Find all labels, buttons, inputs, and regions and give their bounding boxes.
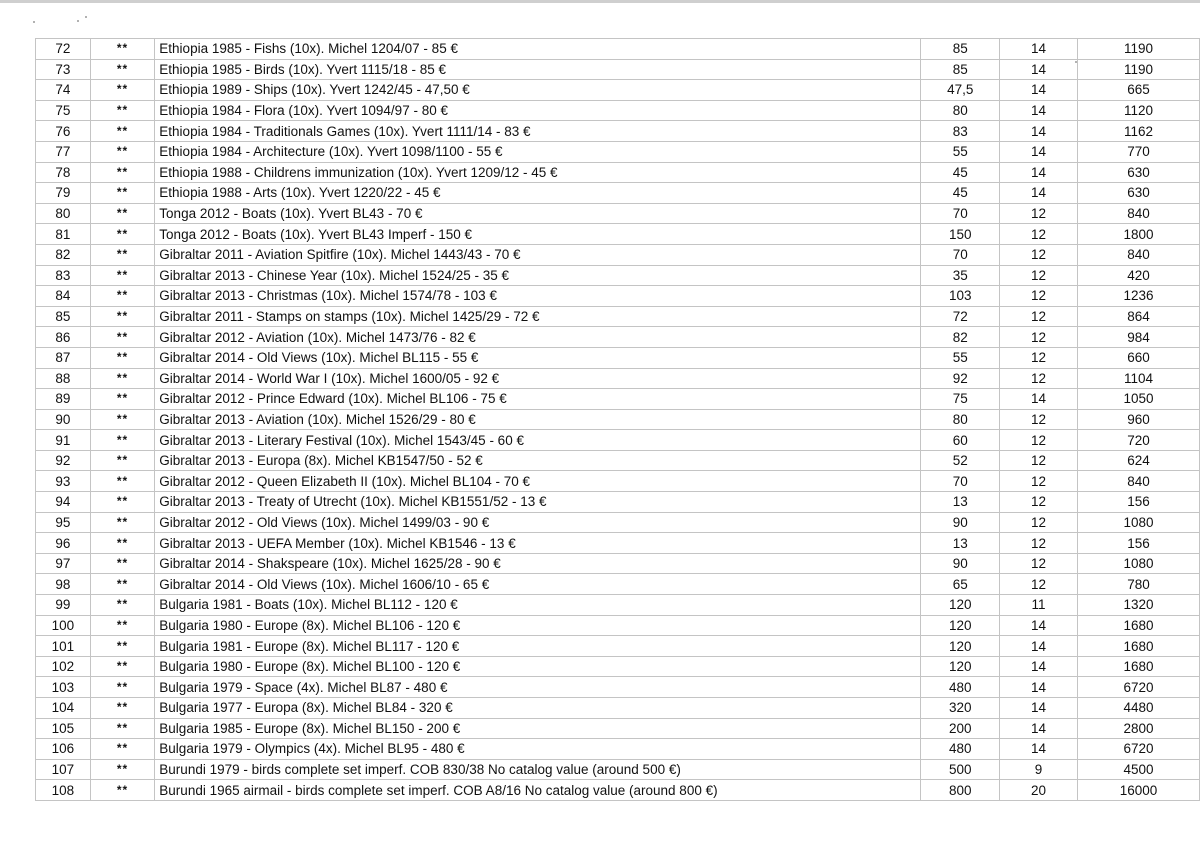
condition-mark: **: [90, 615, 155, 636]
table-row: [36, 80, 1200, 101]
lot-number: 97: [36, 553, 91, 574]
condition-mark: **: [90, 183, 155, 204]
lot-description: Gibraltar 2014 - Old Views (10x). Michel 1606/10 - 65 €: [155, 574, 921, 595]
lot-number: 77: [36, 141, 91, 162]
unit-price: 70: [921, 203, 1000, 224]
lot-number: 78: [36, 162, 91, 183]
lot-description: Gibraltar 2013 - Europa (8x). Michel KB1547/50 - 52 €: [155, 450, 921, 471]
table-row: [36, 183, 1200, 204]
total-value: 630: [1078, 162, 1200, 183]
quantity: 14: [1000, 656, 1078, 677]
unit-price: 60: [921, 430, 1000, 451]
total-value: 1080: [1078, 553, 1200, 574]
lot-number: 79: [36, 183, 91, 204]
unit-price: 55: [921, 141, 1000, 162]
lot-description: Gibraltar 2013 - Chinese Year (10x). Michel 1524/25 - 35 €: [155, 265, 921, 286]
table-row: [36, 389, 1200, 410]
lot-number: 83: [36, 265, 91, 286]
unit-price: 35: [921, 265, 1000, 286]
unit-price: 75: [921, 389, 1000, 410]
total-value: 1162: [1078, 121, 1200, 142]
total-value: 1800: [1078, 224, 1200, 245]
lot-number: 88: [36, 368, 91, 389]
total-value: 780: [1078, 574, 1200, 595]
unit-price: 52: [921, 450, 1000, 471]
unit-price: 120: [921, 636, 1000, 657]
condition-mark: **: [90, 739, 155, 760]
lot-number: 91: [36, 430, 91, 451]
unit-price: 85: [921, 59, 1000, 80]
lot-number: 92: [36, 450, 91, 471]
table-row: [36, 100, 1200, 121]
quantity: 12: [1000, 306, 1078, 327]
unit-price: 45: [921, 183, 1000, 204]
quantity: 12: [1000, 492, 1078, 513]
unit-price: 92: [921, 368, 1000, 389]
lot-number: 108: [36, 780, 91, 801]
lot-number: 96: [36, 533, 91, 554]
condition-mark: **: [90, 718, 155, 739]
total-value: 4500: [1078, 759, 1200, 780]
total-value: 156: [1078, 492, 1200, 513]
scan-top-border: [0, 0, 1200, 3]
table-row: [36, 162, 1200, 183]
table-row: [36, 512, 1200, 533]
quantity: 14: [1000, 121, 1078, 142]
condition-mark: **: [90, 780, 155, 801]
unit-price: 90: [921, 553, 1000, 574]
total-value: 6720: [1078, 677, 1200, 698]
unit-price: 65: [921, 574, 1000, 595]
table-row: [36, 656, 1200, 677]
lot-table: [35, 38, 1200, 801]
lot-number: 86: [36, 327, 91, 348]
quantity: 14: [1000, 141, 1078, 162]
condition-mark: **: [90, 533, 155, 554]
quantity: 12: [1000, 368, 1078, 389]
lot-number: 106: [36, 739, 91, 760]
quantity: 14: [1000, 39, 1078, 60]
condition-mark: **: [90, 512, 155, 533]
total-value: 840: [1078, 471, 1200, 492]
total-value: 1680: [1078, 615, 1200, 636]
table-row: [36, 553, 1200, 574]
condition-mark: **: [90, 595, 155, 616]
condition-mark: **: [90, 286, 155, 307]
lot-description: Ethiopia 1984 - Architecture (10x). Yvert 1098/1100 - 55 €: [155, 141, 921, 162]
table-row: [36, 39, 1200, 60]
condition-mark: **: [90, 121, 155, 142]
quantity: 12: [1000, 430, 1078, 451]
lot-description: Bulgaria 1980 - Europe (8x). Michel BL100 - 120 €: [155, 656, 921, 677]
condition-mark: **: [90, 759, 155, 780]
total-value: 420: [1078, 265, 1200, 286]
lot-number: 75: [36, 100, 91, 121]
condition-mark: **: [90, 409, 155, 430]
lot-description: Gibraltar 2012 - Prince Edward (10x). Michel BL106 - 75 €: [155, 389, 921, 410]
table-row: [36, 615, 1200, 636]
quantity: 12: [1000, 347, 1078, 368]
unit-price: 200: [921, 718, 1000, 739]
quantity: 12: [1000, 471, 1078, 492]
lot-description: Gibraltar 2011 - Aviation Spitfire (10x). Michel 1443/43 - 70 €: [155, 244, 921, 265]
table-row: [36, 471, 1200, 492]
total-value: 984: [1078, 327, 1200, 348]
unit-price: 120: [921, 615, 1000, 636]
quantity: 12: [1000, 224, 1078, 245]
lot-number: 72: [36, 39, 91, 60]
unit-price: 13: [921, 533, 1000, 554]
quantity: 14: [1000, 183, 1078, 204]
quantity: 12: [1000, 265, 1078, 286]
lot-description: Tonga 2012 - Boats (10x). Yvert BL43 Imperf - 150 €: [155, 224, 921, 245]
condition-mark: **: [90, 224, 155, 245]
condition-mark: **: [90, 347, 155, 368]
condition-mark: **: [90, 59, 155, 80]
quantity: 14: [1000, 636, 1078, 657]
lot-number: 81: [36, 224, 91, 245]
total-value: 770: [1078, 141, 1200, 162]
unit-price: 320: [921, 698, 1000, 719]
unit-price: 70: [921, 244, 1000, 265]
total-value: 16000: [1078, 780, 1200, 801]
lot-number: 87: [36, 347, 91, 368]
total-value: 1236: [1078, 286, 1200, 307]
lot-number: 85: [36, 306, 91, 327]
lot-description: Gibraltar 2014 - Shakspeare (10x). Michel 1625/28 - 90 €: [155, 553, 921, 574]
total-value: 4480: [1078, 698, 1200, 719]
total-value: 1050: [1078, 389, 1200, 410]
lot-description: Bulgaria 1979 - Space (4x). Michel BL87 - 480 €: [155, 677, 921, 698]
quantity: 12: [1000, 553, 1078, 574]
table-row: [36, 677, 1200, 698]
condition-mark: **: [90, 636, 155, 657]
lot-description: Ethiopia 1985 - Birds (10x). Yvert 1115/18 - 85 €: [155, 59, 921, 80]
table-row: [36, 347, 1200, 368]
lot-number: 93: [36, 471, 91, 492]
lot-number: 103: [36, 677, 91, 698]
table-row: [36, 492, 1200, 513]
table-row: [36, 739, 1200, 760]
unit-price: 72: [921, 306, 1000, 327]
condition-mark: **: [90, 244, 155, 265]
unit-price: 13: [921, 492, 1000, 513]
quantity: 14: [1000, 80, 1078, 101]
table-row: [36, 265, 1200, 286]
condition-mark: **: [90, 574, 155, 595]
table-row: [36, 224, 1200, 245]
unit-price: 103: [921, 286, 1000, 307]
unit-price: 120: [921, 656, 1000, 677]
condition-mark: **: [90, 368, 155, 389]
lot-number: 107: [36, 759, 91, 780]
unit-price: 500: [921, 759, 1000, 780]
lot-number: 102: [36, 656, 91, 677]
table-row: [36, 533, 1200, 554]
condition-mark: **: [90, 656, 155, 677]
lot-number: 82: [36, 244, 91, 265]
lot-description: Bulgaria 1977 - Europa (8x). Michel BL84 - 320 €: [155, 698, 921, 719]
unit-price: 45: [921, 162, 1000, 183]
quantity: 14: [1000, 677, 1078, 698]
lot-description: Gibraltar 2012 - Queen Elizabeth II (10x). Michel BL104 - 70 €: [155, 471, 921, 492]
lot-number: 99: [36, 595, 91, 616]
lot-description: Ethiopia 1984 - Flora (10x). Yvert 1094/97 - 80 €: [155, 100, 921, 121]
total-value: 1190: [1078, 59, 1200, 80]
quantity: 9: [1000, 759, 1078, 780]
lot-description: Gibraltar 2014 - World War I (10x). Michel 1600/05 - 92 €: [155, 368, 921, 389]
lot-description: Gibraltar 2012 - Old Views (10x). Michel 1499/03 - 90 €: [155, 512, 921, 533]
condition-mark: **: [90, 430, 155, 451]
table-row: [36, 450, 1200, 471]
lot-description: Gibraltar 2013 - Literary Festival (10x). Michel 1543/45 - 60 €: [155, 430, 921, 451]
table-row: [36, 121, 1200, 142]
table-row: [36, 306, 1200, 327]
table-row: [36, 203, 1200, 224]
lot-number: 76: [36, 121, 91, 142]
total-value: 1120: [1078, 100, 1200, 121]
unit-price: 82: [921, 327, 1000, 348]
table-row: [36, 327, 1200, 348]
table-row: [36, 141, 1200, 162]
total-value: 864: [1078, 306, 1200, 327]
unit-price: 480: [921, 677, 1000, 698]
quantity: 14: [1000, 100, 1078, 121]
condition-mark: **: [90, 265, 155, 286]
lot-description: Gibraltar 2013 - UEFA Member (10x). Michel KB1546 - 13 €: [155, 533, 921, 554]
lot-description: Ethiopia 1988 - Arts (10x). Yvert 1220/22 - 45 €: [155, 183, 921, 204]
table-row: [36, 574, 1200, 595]
lot-number: 94: [36, 492, 91, 513]
condition-mark: **: [90, 141, 155, 162]
table-row: [36, 244, 1200, 265]
unit-price: 120: [921, 595, 1000, 616]
lot-description: Gibraltar 2014 - Old Views (10x). Michel BL115 - 55 €: [155, 347, 921, 368]
lot-number: 90: [36, 409, 91, 430]
quantity: 12: [1000, 286, 1078, 307]
condition-mark: **: [90, 492, 155, 513]
table-row: [36, 636, 1200, 657]
unit-price: 150: [921, 224, 1000, 245]
lot-number: 84: [36, 286, 91, 307]
total-value: 156: [1078, 533, 1200, 554]
lot-number: 80: [36, 203, 91, 224]
lot-description: Gibraltar 2011 - Stamps on stamps (10x). Michel 1425/29 - 72 €: [155, 306, 921, 327]
condition-mark: **: [90, 100, 155, 121]
total-value: 1680: [1078, 636, 1200, 657]
condition-mark: **: [90, 306, 155, 327]
scan-speck: [77, 20, 79, 22]
condition-mark: **: [90, 39, 155, 60]
quantity: 12: [1000, 203, 1078, 224]
total-value: 665: [1078, 80, 1200, 101]
lot-number: 95: [36, 512, 91, 533]
quantity: 12: [1000, 533, 1078, 554]
total-value: 1680: [1078, 656, 1200, 677]
lot-number: 104: [36, 698, 91, 719]
quantity: 20: [1000, 780, 1078, 801]
lot-description: Bulgaria 1981 - Europe (8x). Michel BL117 - 120 €: [155, 636, 921, 657]
quantity: 14: [1000, 739, 1078, 760]
total-value: 6720: [1078, 739, 1200, 760]
quantity: 12: [1000, 244, 1078, 265]
condition-mark: **: [90, 80, 155, 101]
quantity: 12: [1000, 574, 1078, 595]
condition-mark: **: [90, 389, 155, 410]
table-row: [36, 759, 1200, 780]
total-value: 1190: [1078, 39, 1200, 60]
condition-mark: **: [90, 162, 155, 183]
lot-number: 74: [36, 80, 91, 101]
lot-description: Bulgaria 1980 - Europe (8x). Michel BL106 - 120 €: [155, 615, 921, 636]
unit-price: 85: [921, 39, 1000, 60]
total-value: 840: [1078, 244, 1200, 265]
lot-number: 73: [36, 59, 91, 80]
table-row: [36, 59, 1200, 80]
table-row: [36, 286, 1200, 307]
lot-description: Tonga 2012 - Boats (10x). Yvert BL43 - 70 €: [155, 203, 921, 224]
table-row: [36, 409, 1200, 430]
scan-speck: [33, 21, 35, 23]
unit-price: 70: [921, 471, 1000, 492]
lot-description: Ethiopia 1985 - Fishs (10x). Michel 1204/07 - 85 €: [155, 39, 921, 60]
total-value: 1080: [1078, 512, 1200, 533]
unit-price: 80: [921, 409, 1000, 430]
lot-description: Gibraltar 2013 - Christmas (10x). Michel 1574/78 - 103 €: [155, 286, 921, 307]
table-row: [36, 698, 1200, 719]
lot-number: 98: [36, 574, 91, 595]
lot-description: Ethiopia 1988 - Childrens immunization (10x). Yvert 1209/12 - 45 €: [155, 162, 921, 183]
unit-price: 83: [921, 121, 1000, 142]
unit-price: 80: [921, 100, 1000, 121]
lot-number: 105: [36, 718, 91, 739]
condition-mark: **: [90, 450, 155, 471]
total-value: 624: [1078, 450, 1200, 471]
lot-description: Bulgaria 1981 - Boats (10x). Michel BL112 - 120 €: [155, 595, 921, 616]
condition-mark: **: [90, 471, 155, 492]
scan-speck: [85, 16, 87, 18]
table-row: [36, 780, 1200, 801]
lot-description: Bulgaria 1985 - Europe (8x). Michel BL150 - 200 €: [155, 718, 921, 739]
quantity: 12: [1000, 512, 1078, 533]
unit-price: 800: [921, 780, 1000, 801]
condition-mark: **: [90, 327, 155, 348]
lot-table-body: [36, 39, 1200, 801]
quantity: 12: [1000, 409, 1078, 430]
quantity: 12: [1000, 327, 1078, 348]
quantity: 14: [1000, 615, 1078, 636]
lot-description: Gibraltar 2013 - Aviation (10x). Michel 1526/29 - 80 €: [155, 409, 921, 430]
total-value: 960: [1078, 409, 1200, 430]
lot-number: 101: [36, 636, 91, 657]
condition-mark: **: [90, 553, 155, 574]
quantity: 11: [1000, 595, 1078, 616]
total-value: 630: [1078, 183, 1200, 204]
table-row: [36, 368, 1200, 389]
quantity: 14: [1000, 718, 1078, 739]
unit-price: 55: [921, 347, 1000, 368]
table-row: [36, 595, 1200, 616]
quantity: 14: [1000, 59, 1078, 80]
quantity: 14: [1000, 162, 1078, 183]
quantity: 12: [1000, 450, 1078, 471]
total-value: 1104: [1078, 368, 1200, 389]
total-value: 840: [1078, 203, 1200, 224]
lot-description: Burundi 1979 - birds complete set imperf. COB 830/38 No catalog value (around 500 €): [155, 759, 921, 780]
lot-number: 89: [36, 389, 91, 410]
table-row: [36, 430, 1200, 451]
lot-description: Ethiopia 1989 - Ships (10x). Yvert 1242/45 - 47,50 €: [155, 80, 921, 101]
quantity: 14: [1000, 389, 1078, 410]
total-value: 1320: [1078, 595, 1200, 616]
unit-price: 480: [921, 739, 1000, 760]
lot-description: Gibraltar 2012 - Aviation (10x). Michel 1473/76 - 82 €: [155, 327, 921, 348]
total-value: 2800: [1078, 718, 1200, 739]
unit-price: 90: [921, 512, 1000, 533]
lot-description: Gibraltar 2013 - Treaty of Utrecht (10x). Michel KB1551/52 - 13 €: [155, 492, 921, 513]
condition-mark: **: [90, 677, 155, 698]
lot-description: Burundi 1965 airmail - birds complete set imperf. COB A8/16 No catalog value (around 800 €): [155, 780, 921, 801]
total-value: 660: [1078, 347, 1200, 368]
quantity: 14: [1000, 698, 1078, 719]
total-value: 720: [1078, 430, 1200, 451]
table-row: [36, 718, 1200, 739]
condition-mark: **: [90, 698, 155, 719]
unit-price: 47,5: [921, 80, 1000, 101]
lot-number: 100: [36, 615, 91, 636]
lot-description: Bulgaria 1979 - Olympics (4x). Michel BL95 - 480 €: [155, 739, 921, 760]
condition-mark: **: [90, 203, 155, 224]
lot-description: Ethiopia 1984 - Traditionals Games (10x). Yvert 1111/14 - 83 €: [155, 121, 921, 142]
